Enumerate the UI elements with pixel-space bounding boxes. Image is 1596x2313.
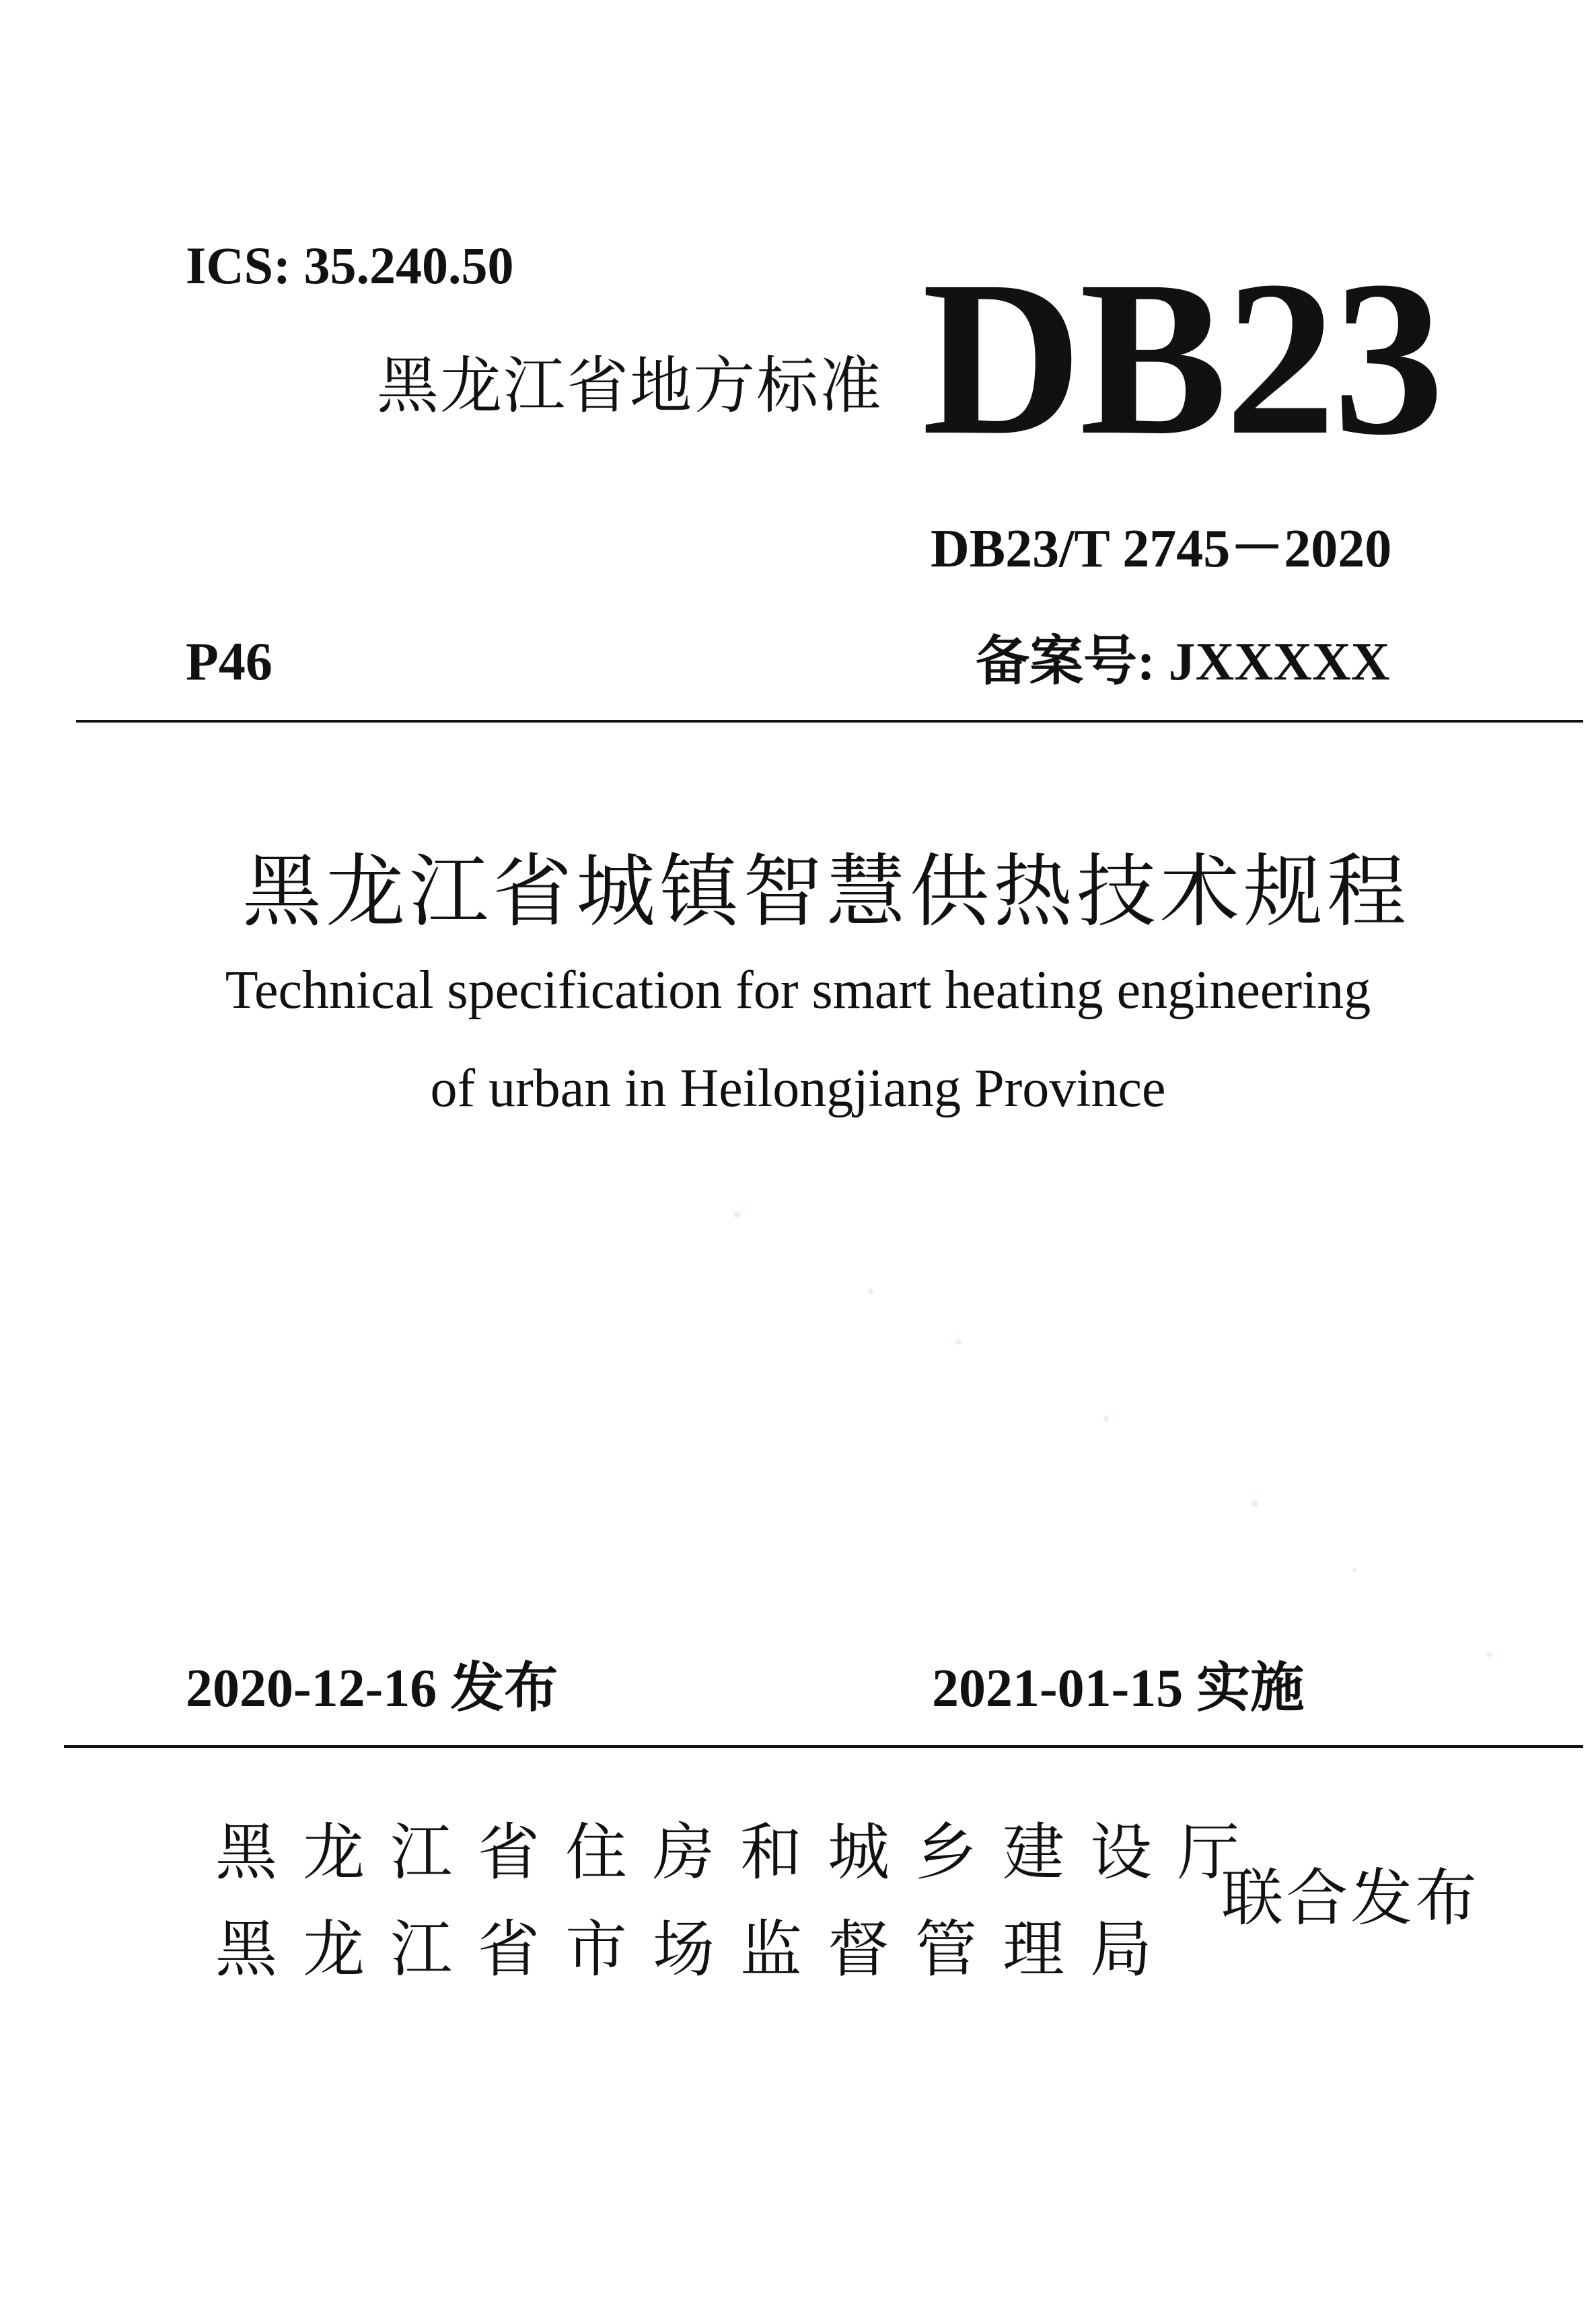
scan-speckle: [868, 1288, 873, 1294]
issuer-housing-department: 黑龙江省住房和城乡建设厅: [215, 1816, 1266, 1888]
standard-code-large: DB23: [922, 235, 1442, 481]
joint-issue-label: 联合发布: [1221, 1862, 1480, 1934]
standard-type: 黑龙江省地方标准: [377, 350, 883, 422]
top-divider: [76, 720, 1583, 723]
scan-speckle: [1487, 1652, 1492, 1657]
title-chinese: 黑龙江省城镇智慧供热技术规程: [242, 845, 1411, 938]
scan-speckle: [1352, 1568, 1357, 1572]
title-english-line2: of urban in Heilongjiang Province: [430, 1059, 1166, 1118]
title-english-line1: Technical specification for smart heating engineering: [225, 961, 1371, 1020]
bottom-divider: [64, 1745, 1583, 1748]
scan-speckle: [1103, 1416, 1109, 1422]
ics-code: ICS: 35.240.50: [186, 236, 514, 295]
scan-speckle: [733, 1211, 740, 1218]
standard-number: DB23/T 2745－2020: [931, 519, 1392, 579]
record-number: 备案号: JXXXXX: [976, 632, 1390, 692]
issue-date: 2020-12-16 发布: [186, 1659, 558, 1718]
implementation-date: 2021-01-15 实施: [932, 1659, 1305, 1718]
scan-speckle: [955, 1339, 962, 1345]
issuer-market-regulation: 黑龙江省市场监督管理局: [215, 1913, 1178, 1985]
scan-speckle: [1252, 1500, 1258, 1507]
classification-code: P46: [186, 632, 273, 692]
